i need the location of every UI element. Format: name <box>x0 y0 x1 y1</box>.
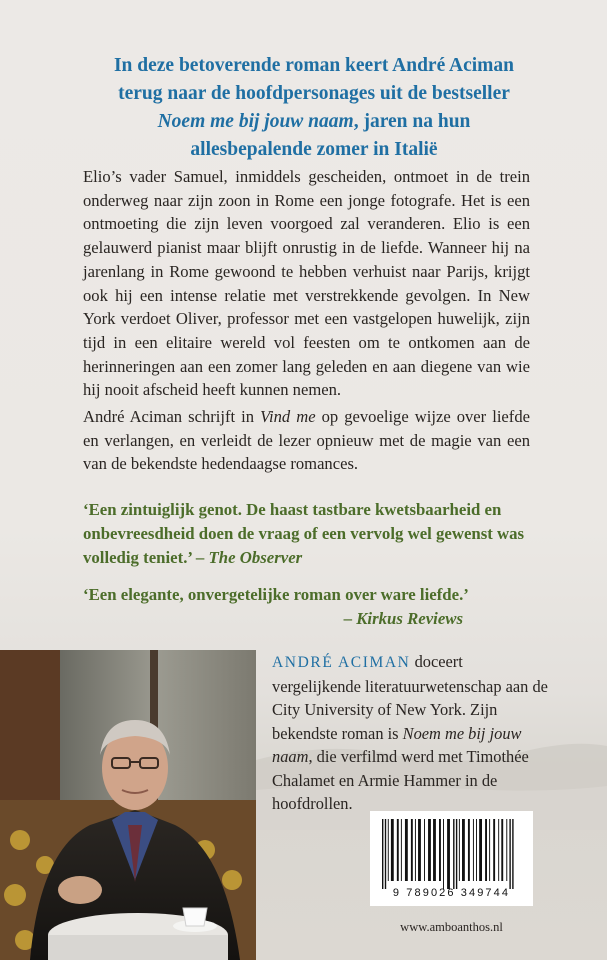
tagline-line-2: terug naar de hoofdpersonages uit de bestseller <box>118 83 510 104</box>
quote-text: ‘Een zintuiglijk genot. De haast tastbare kwetsbaarheid en onbevreesdheid doen de vraag of een vervolg wel gewenst was volledig teniet.’ – <box>83 500 525 567</box>
tagline-line-4: allesbepalende zomer in Italië <box>190 139 438 160</box>
barcode-bar <box>468 819 470 881</box>
tagline-line-3 <box>84 108 544 136</box>
description-book-title: Vind me <box>260 407 316 426</box>
barcode-bar <box>462 819 465 881</box>
barcode-bar <box>473 819 474 881</box>
barcode-bar <box>479 819 482 881</box>
synopsis-paragraph: Elio’s vader Samuel, inmiddels gescheiden, ontmoet in de trein onderweg naar zijn zoon in Rome een jonge fotografe. Het is een ontmoeting die zijn leven voorgoed zal veranderen. Elio is een gelauwerd pianist maar blijft onrustig in de liefde. Wanneer hij na jarenlang in Rome gewoond te hebben verhuist naar Parijs, krijgt ook hij een intense relatie met verstrekkende gevolgen. In New York verdoet Oliver, professor met een vastgelopen huwelijk, zijn tijd in een elitaire wereld vol feesten om te ontkomen aan de herinneringen aan een zomer lang geleden en aan diegene van wie hij nooit afscheid heeft kunnen nemen. <box>83 167 530 400</box>
barcode-bar <box>439 819 441 881</box>
barcode-bar <box>489 819 490 881</box>
barcode-bar <box>447 819 450 889</box>
author-photo-illustration <box>0 650 256 960</box>
barcode-bar <box>453 819 454 889</box>
review-quote-kirkus <box>83 583 529 631</box>
barcode-bar <box>512 819 513 889</box>
barcode-bar <box>433 819 436 881</box>
author-bio <box>272 650 555 816</box>
tagline-book-title: Noem me bij jouw naam <box>157 111 354 132</box>
bio-text-2: , die verfilmd werd met Timothée Chalamet en Armie Hammer in de hoofdrollen. <box>272 747 529 813</box>
barcode-bar <box>382 819 383 889</box>
quote-text: ‘Een elegante, onvergetelijke roman over ware liefde.’ <box>83 585 469 604</box>
barcode-bar <box>411 819 413 881</box>
description-paragraph <box>83 405 530 476</box>
quote-dash: – <box>343 608 357 628</box>
barcode-bar <box>459 819 460 881</box>
barcode-bar <box>415 819 416 881</box>
tagline-line-1: In deze betoverende roman keert André Aciman <box>113 55 515 76</box>
barcode-bar <box>476 819 477 881</box>
barcode-bar <box>405 819 408 881</box>
bio-book-title: Noem me bij jouw naam <box>272 723 522 766</box>
barcode-bar <box>418 819 421 881</box>
barcode-bar <box>456 819 457 889</box>
barcode-bar <box>428 819 431 881</box>
barcode-bar <box>493 819 495 881</box>
barcode-bar <box>385 819 386 889</box>
barcode-bar <box>391 819 394 881</box>
author-photo <box>0 650 256 960</box>
description-before: André Aciman schrijft in <box>83 407 261 426</box>
quote-attribution <box>83 607 529 631</box>
quote-source: The Observer <box>208 547 303 567</box>
review-quote-observer <box>83 498 529 569</box>
barcode-bar <box>443 819 444 889</box>
barcode-bar <box>397 819 399 881</box>
barcode-bar <box>424 819 425 881</box>
description-after: op gevoelige wijze over liefde en verlangen, en verleidt de lezer opnieuw met de magie van een van de bekendste hedendaagse romances. <box>83 407 530 474</box>
isbn-number: 9 789026 349744 <box>392 887 511 899</box>
quote-source: Kirkus Reviews <box>356 608 463 628</box>
tagline-line-3-rest: , jaren na hun <box>353 111 471 132</box>
barcode-bar <box>509 819 510 889</box>
barcode-bar <box>501 819 503 881</box>
barcode-bar <box>506 819 507 881</box>
barcode-bar <box>498 819 499 881</box>
author-name: ANDRÉ ACIMAN <box>272 654 411 671</box>
bio-text-1: doceert vergelijkende literatuurwetenschap aan de City University of New York. Zijn bekendste roman is <box>272 652 548 743</box>
publisher-website: www.amboanthos.nl <box>400 920 503 934</box>
tagline <box>84 52 544 164</box>
barcode-bar <box>485 819 487 881</box>
barcode-bar <box>388 819 389 881</box>
barcode-bar <box>401 819 402 881</box>
